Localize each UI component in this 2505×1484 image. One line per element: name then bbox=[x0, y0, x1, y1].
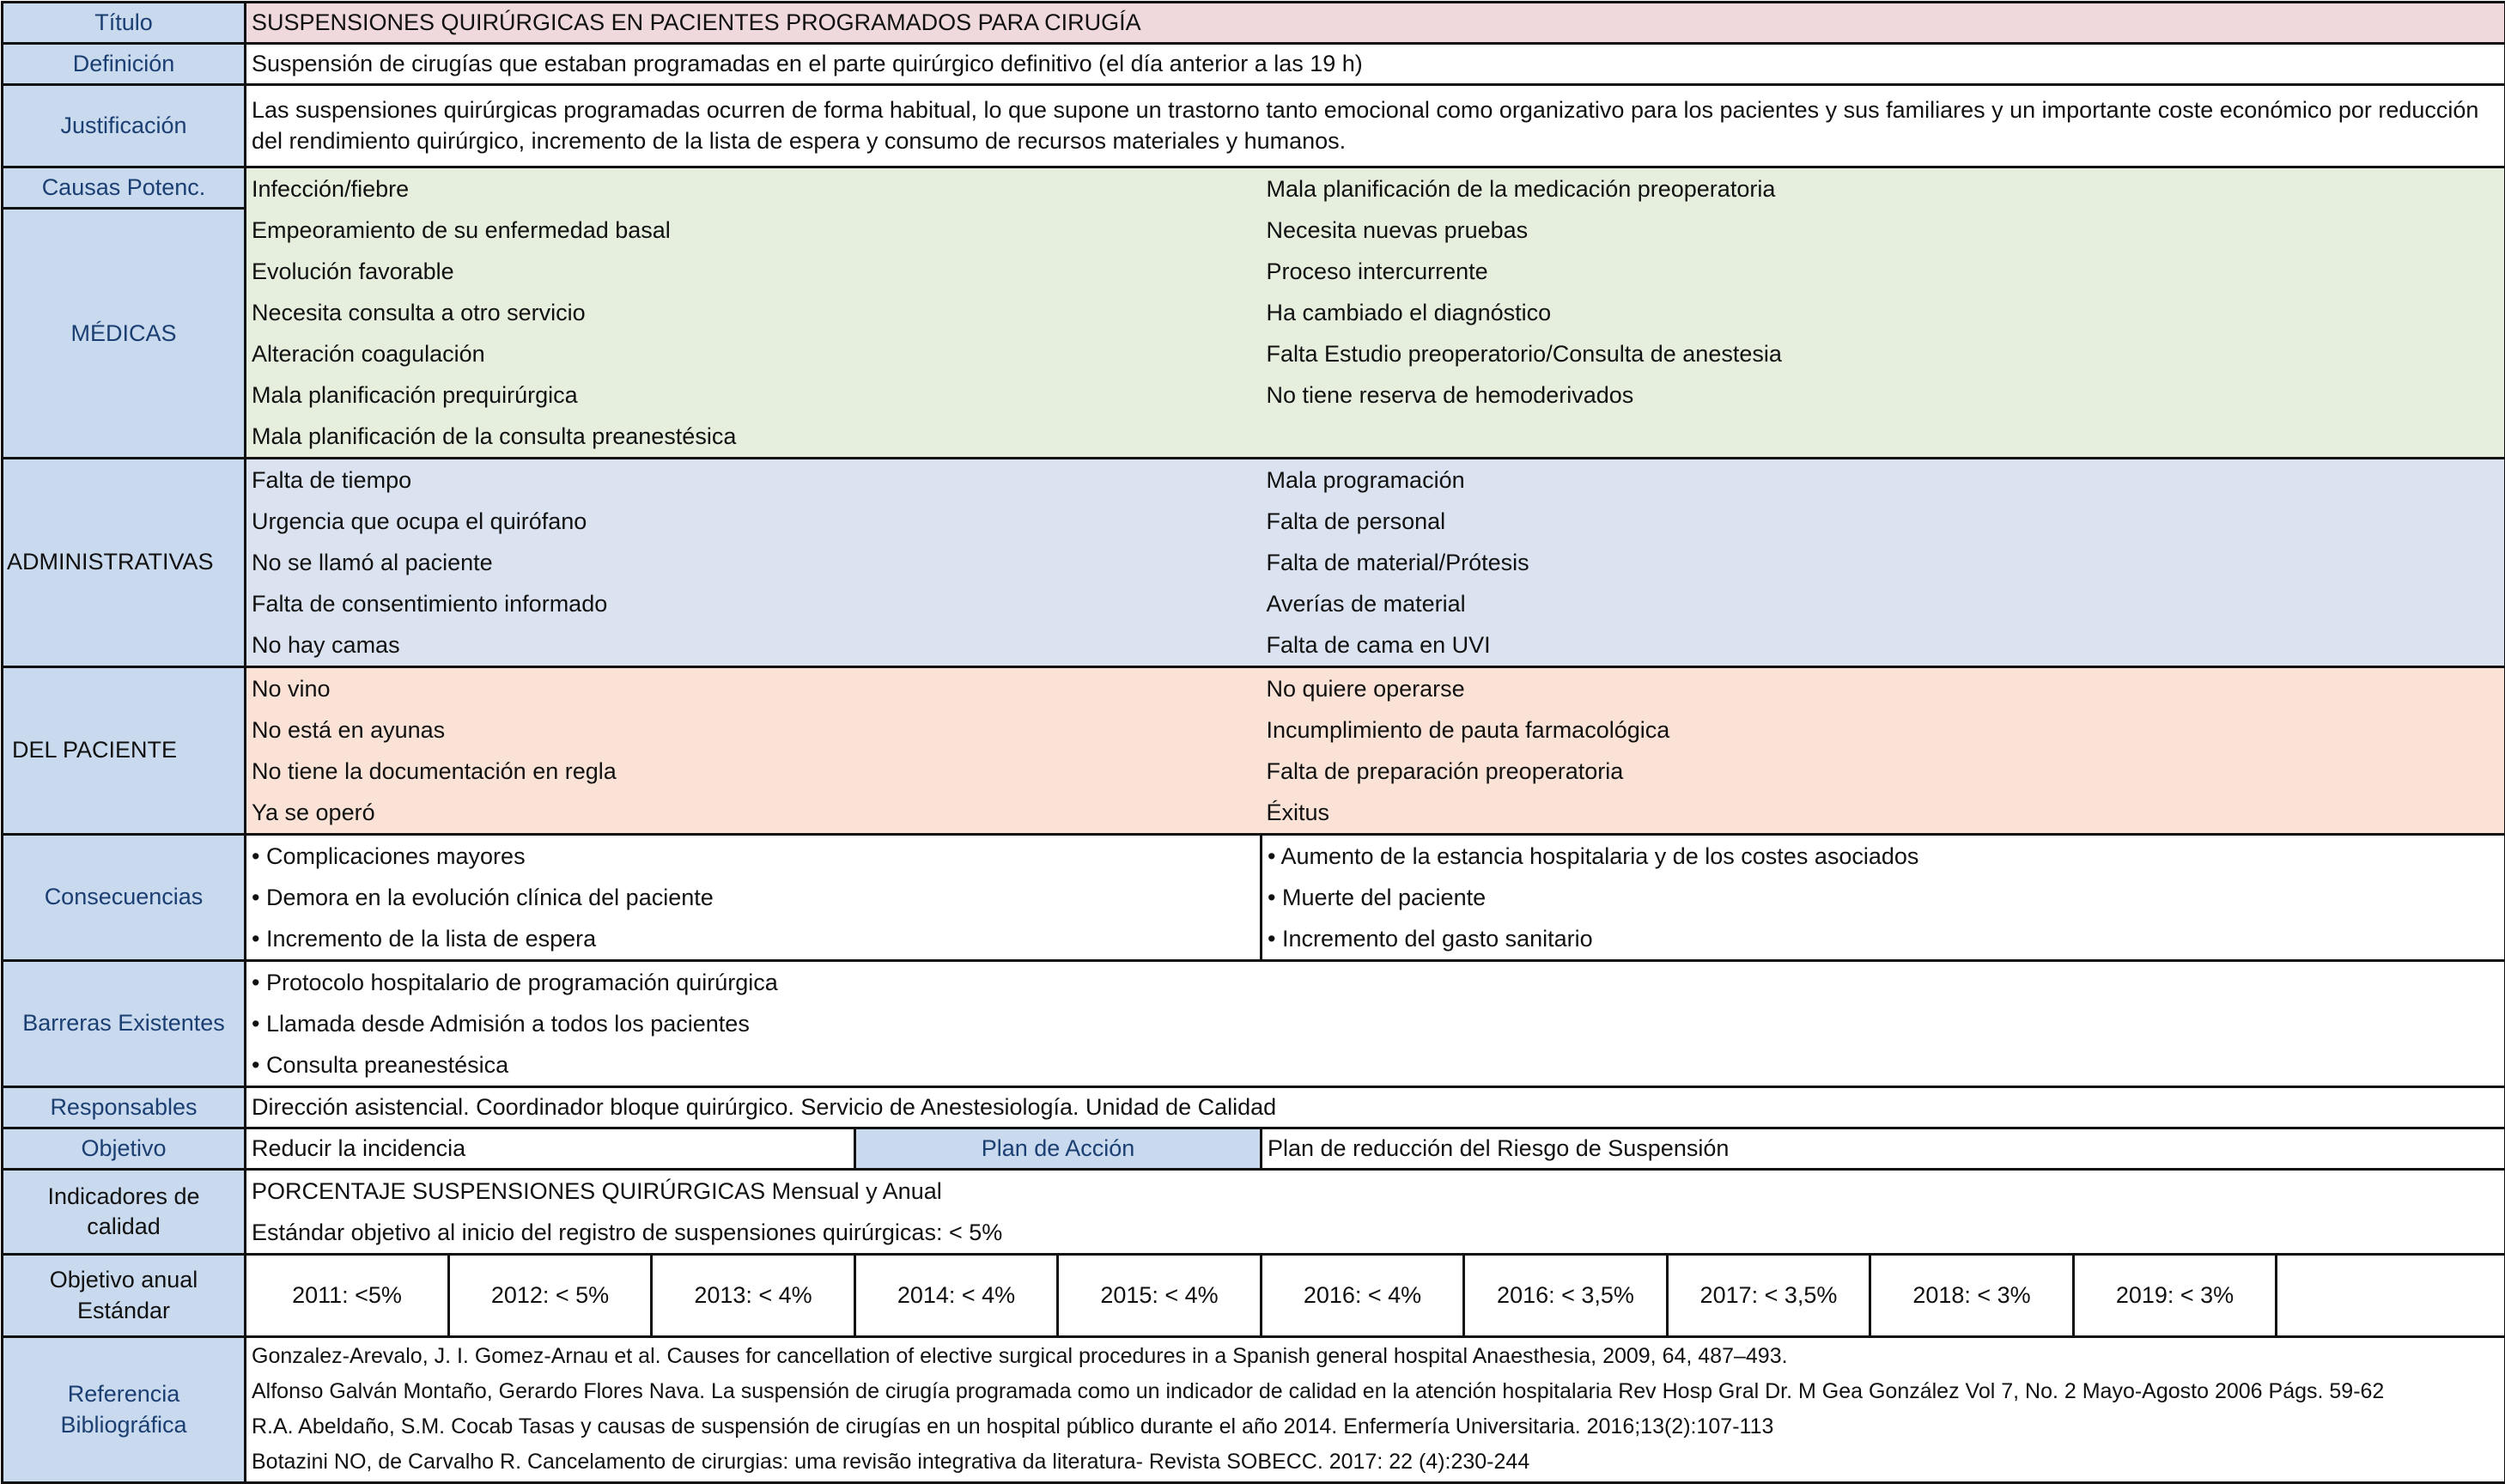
responsables-text: Dirección asistencial. Coordinador bloque quirúrgico. Servicio de Anestesiología. Unidad de Calidad bbox=[246, 1087, 2505, 1128]
barreras-list bbox=[246, 961, 2505, 1087]
label-definicion: Definición bbox=[3, 44, 246, 85]
list-item: Mala planificación de la consulta preanestésica bbox=[252, 416, 1256, 457]
list-item: • Consulta preanestésica bbox=[252, 1044, 2499, 1086]
list-item: No está en ayunas bbox=[252, 709, 1256, 751]
label-responsables: Responsables bbox=[3, 1087, 246, 1128]
administrativas-left bbox=[246, 459, 1262, 667]
administrativas-right bbox=[1262, 459, 2505, 667]
year-target-cell: 2013: < 4% bbox=[652, 1255, 855, 1337]
list-item: Mala programación bbox=[1267, 459, 2500, 501]
list-item: Mala planificación prequirúrgica bbox=[252, 374, 1256, 416]
list-item: Éxitus bbox=[1267, 792, 2500, 833]
label-indicadores: Indicadores de calidad bbox=[3, 1170, 246, 1255]
year-target-cell: 2011: <5% bbox=[246, 1255, 449, 1337]
list-item: Evolución favorable bbox=[252, 251, 1256, 292]
indicator-sheet bbox=[1, 1, 2505, 1484]
label-objetivo: Objetivo bbox=[3, 1128, 246, 1170]
year-target-cell: 2014: < 4% bbox=[855, 1255, 1058, 1337]
year-target-cell: 2017: < 3,5% bbox=[1668, 1255, 1870, 1337]
list-item: • Demora en la evolución clínica del paciente bbox=[252, 877, 1255, 918]
list-item: PORCENTAJE SUSPENSIONES QUIRÚRGICAS Mensual y Anual bbox=[252, 1171, 2499, 1212]
consecuencias-right bbox=[1262, 835, 2505, 961]
list-item: Urgencia que ocupa el quirófano bbox=[252, 501, 1256, 542]
list-item: Falta de consentimiento informado bbox=[252, 583, 1256, 624]
label-objetivo-anual: Objetivo anual Estándar bbox=[3, 1255, 246, 1337]
objetivo-text: Reducir la incidencia bbox=[246, 1128, 855, 1170]
list-item: Empeoramiento de su enfermedad basal bbox=[252, 210, 1256, 251]
year-target-cell: 2019: < 3% bbox=[2074, 1255, 2277, 1337]
reference-item: Gonzalez-Arevalo, J. I. Gomez-Arnau et al. Causes for cancellation of elective surgical procedures in a Spanish general hospital Anaesthesia, 2009, 64, 487–493. bbox=[252, 1345, 2499, 1369]
list-item: No tiene reserva de hemoderivados bbox=[1267, 374, 2500, 416]
referencias-list bbox=[246, 1337, 2505, 1483]
reference-item: R.A. Abeldaño, S.M. Cocab Tasas y causas de suspensión de cirugías en un hospital público durante el año 2014. Enfermería Universitaria. 2016;13(2):107-113 bbox=[252, 1415, 2499, 1439]
label-referencia: Referencia Bibliográfica bbox=[3, 1337, 246, 1483]
year-target-cell bbox=[2277, 1255, 2505, 1337]
year-target-cell: 2015: < 4% bbox=[1058, 1255, 1262, 1337]
reference-item: Alfonso Galván Montaño, Gerardo Flores Nava. La suspensión de cirugía programada como un indicador de calidad en la atención hospitalaria Rev Hosp Gral Dr. M Gea González Vol 7, No. 2 Mayo-Agosto 2006 Págs. 59-62 bbox=[252, 1380, 2499, 1404]
year-target-cell: 2016: < 3,5% bbox=[1464, 1255, 1668, 1337]
list-item: • Aumento de la estancia hospitalaria y de los costes asociados bbox=[1268, 836, 2499, 877]
list-item: No quiere operarse bbox=[1267, 668, 2500, 709]
list-item: Falta de tiempo bbox=[252, 459, 1256, 501]
list-item: • Protocolo hospitalario de programación quirúrgica bbox=[252, 962, 2499, 1003]
list-item: No vino bbox=[252, 668, 1256, 709]
medicas-left bbox=[246, 167, 1262, 459]
list-item: Incumplimiento de pauta farmacológica bbox=[1267, 709, 2500, 751]
list-item: Falta de material/Prótesis bbox=[1267, 542, 2500, 583]
paciente-left bbox=[246, 667, 1262, 835]
label-medicas: MÉDICAS bbox=[3, 209, 246, 459]
label-justificacion: Justificación bbox=[3, 85, 246, 167]
list-item: Proceso intercurrente bbox=[1267, 251, 2500, 292]
label-plan: Plan de Acción bbox=[855, 1128, 1262, 1170]
year-target-cell: 2018: < 3% bbox=[1870, 1255, 2074, 1337]
list-item: Ha cambiado el diagnóstico bbox=[1267, 292, 2500, 333]
list-item: • Incremento del gasto sanitario bbox=[1268, 918, 2499, 959]
list-item: Infección/fiebre bbox=[252, 168, 1256, 210]
list-item: Falta Estudio preoperatorio/Consulta de anestesia bbox=[1267, 333, 2500, 374]
list-item: Necesita consulta a otro servicio bbox=[252, 292, 1256, 333]
consecuencias-left bbox=[246, 835, 1262, 961]
label-causas: Causas Potenc. bbox=[3, 167, 246, 209]
list-item: Mala planificación de la medicación preoperatoria bbox=[1267, 168, 2500, 210]
plan-text: Plan de reducción del Riesgo de Suspensión bbox=[1262, 1128, 2505, 1170]
list-item: Ya se operó bbox=[252, 792, 1256, 833]
label-administrativas: ADMINISTRATIVAS bbox=[3, 459, 246, 667]
list-item: • Llamada desde Admisión a todos los pacientes bbox=[252, 1003, 2499, 1044]
list-item: Falta de preparación preoperatoria bbox=[1267, 751, 2500, 792]
list-item: • Incremento de la lista de espera bbox=[252, 918, 1255, 959]
year-target-cell: 2016: < 4% bbox=[1262, 1255, 1464, 1337]
justificacion-text: Las suspensiones quirúrgicas programadas ocurren de forma habitual, lo que supone un trastorno tanto emocional como organizativo para los pacientes y sus familiares y un importante coste económico por reducción del rendimiento quirúrgico, incremento de la lista de espera y consumo de recursos materiales y humanos. bbox=[246, 85, 2505, 167]
label-paciente: DEL PACIENTE bbox=[3, 667, 246, 835]
list-item: Averías de material bbox=[1267, 583, 2500, 624]
reference-item: Botazini NO, de Carvalho R. Cancelamento de cirurgias: uma revisão integrativa da literatura- Revista SOBECC. 2017: 22 (4):230-244 bbox=[252, 1451, 2499, 1475]
label-consecuencias: Consecuencias bbox=[3, 835, 246, 961]
indicadores-list bbox=[246, 1170, 2505, 1255]
year-target-cell: 2012: < 5% bbox=[449, 1255, 652, 1337]
list-item: No hay camas bbox=[252, 624, 1256, 666]
list-item: • Complicaciones mayores bbox=[252, 836, 1255, 877]
list-item: Falta de personal bbox=[1267, 501, 2500, 542]
list-item: No tiene la documentación en regla bbox=[252, 751, 1256, 792]
indicator-title: SUSPENSIONES QUIRÚRGICAS EN PACIENTES PROGRAMADOS PARA CIRUGÍA bbox=[246, 3, 2505, 44]
list-item: Alteración coagulación bbox=[252, 333, 1256, 374]
list-item: No se llamó al paciente bbox=[252, 542, 1256, 583]
list-item: Falta de cama en UVI bbox=[1267, 624, 2500, 666]
list-item: • Muerte del paciente bbox=[1268, 877, 2499, 918]
label-titulo: Título bbox=[3, 3, 246, 44]
list-item: Estándar objetivo al inicio del registro de suspensiones quirúrgicas: < 5% bbox=[252, 1212, 2499, 1253]
label-barreras: Barreras Existentes bbox=[3, 961, 246, 1087]
definicion-text: Suspensión de cirugías que estaban programadas en el parte quirúrgico definitivo (el día anterior a las 19 h) bbox=[246, 44, 2505, 85]
medicas-right bbox=[1262, 167, 2505, 459]
paciente-right bbox=[1262, 667, 2505, 835]
list-item: Necesita nuevas pruebas bbox=[1267, 210, 2500, 251]
